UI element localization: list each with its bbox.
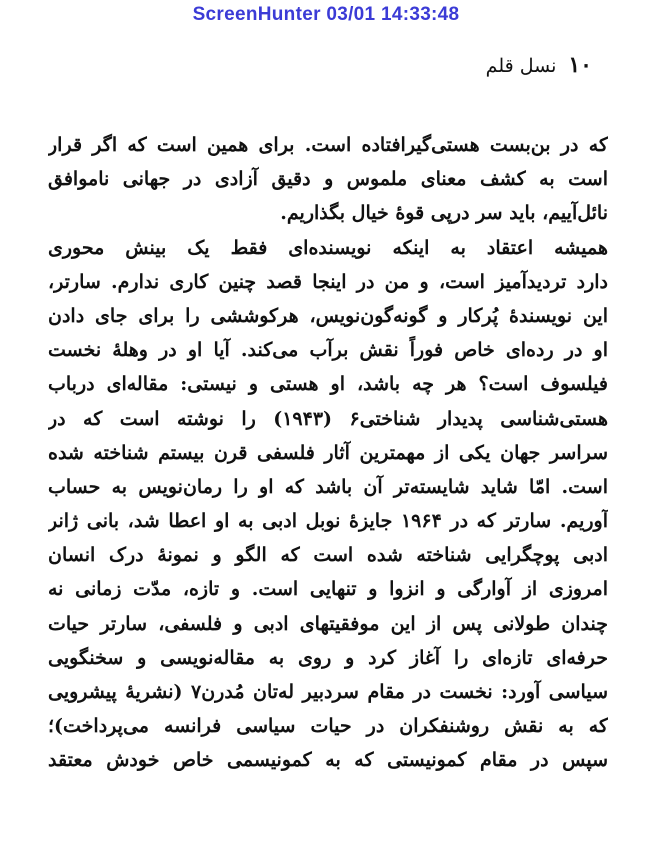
text-line: که به نقش روشنفکران در حیات سیاسی فرانسه می‌پرداخت)؛ (48, 715, 608, 738)
text-line: است به کشف معنای ملموس و دقیق آزادی در جهانی ناموافق (48, 168, 608, 191)
text-line: فیلسوف است؟ هر چه باشد، او هستی و نیستی: مقاله‌ای درباب (48, 373, 608, 396)
page-number: ۱۰ (568, 52, 592, 78)
running-header-title: نسل قلم (485, 55, 557, 77)
running-header (486, 52, 592, 78)
text-line: همیشه اعتقاد به اینکه نویسنده‌ای فقط یک بینش محوری (48, 236, 608, 259)
text-line: ادبی پوچگرایی شناخته شده است که الگو و نمونهٔ درک انسان (48, 544, 608, 567)
body-text (48, 128, 608, 778)
text-line: چندان طولانی پس از این موفقیتهای ادبی و فلسفی، سارتر حیات (48, 612, 608, 635)
text-line: که در بن‌بست هستی‌گیرافتاده است. برای همین است که اگر قرار (48, 134, 608, 156)
text-line: نائل‌آییم، باید سر درپی قوهٔ خیال بگذاریم. (280, 202, 608, 225)
screen-capture-banner: ScreenHunter 03/01 14:33:48 (192, 4, 460, 25)
text-line: حرفه‌ای تازه‌ای را آغاز کرد و روی به مقاله‌نویسی و سخنگویی (48, 646, 608, 669)
text-line: آوریم. سارتر که در ۱۹۶۴ جایزهٔ نوبل ادبی به او اعطا شد، بانی ژانر (48, 510, 608, 533)
text-line: دارد تردیدآمیز است، و من در اینجا قصد چنین کاری ندارم. سارتر، (48, 270, 608, 293)
text-line: این نویسندهٔ پُرکار و گونه‌گون‌نویس، هرکوششی را برای جای دادن (48, 304, 608, 327)
text-line: سراسر جهان یکی از مهمترین آثار فلسفی قرن بیستم شناخته شده (48, 441, 608, 464)
text-line: سیاسی آورد: نخست در مقام سردبیر له‌تان مُدرن۷ (نشریهٔ پیشرویی (48, 681, 608, 703)
text-line: سپس در مقام کمونیستی که به کمونیسمی خاص خودش معتقد (48, 749, 608, 772)
text-line: او در رده‌ای خاص فوراً نقش برآب می‌کند. آیا او در وهلهٔ نخست (48, 339, 608, 362)
text-line: هستی‌شناسی پدیدار شناختی۶ (۱۹۴۳) را نوشته است که در (48, 407, 608, 430)
text-line: امروزی از آوارگی و انزوا و تنهایی است. و تازه، مدّت زمانی نه (48, 578, 608, 601)
text-line: است. امّا شاید شایسته‌تر آن باشد که او را رمان‌نویس به حساب (48, 475, 608, 498)
